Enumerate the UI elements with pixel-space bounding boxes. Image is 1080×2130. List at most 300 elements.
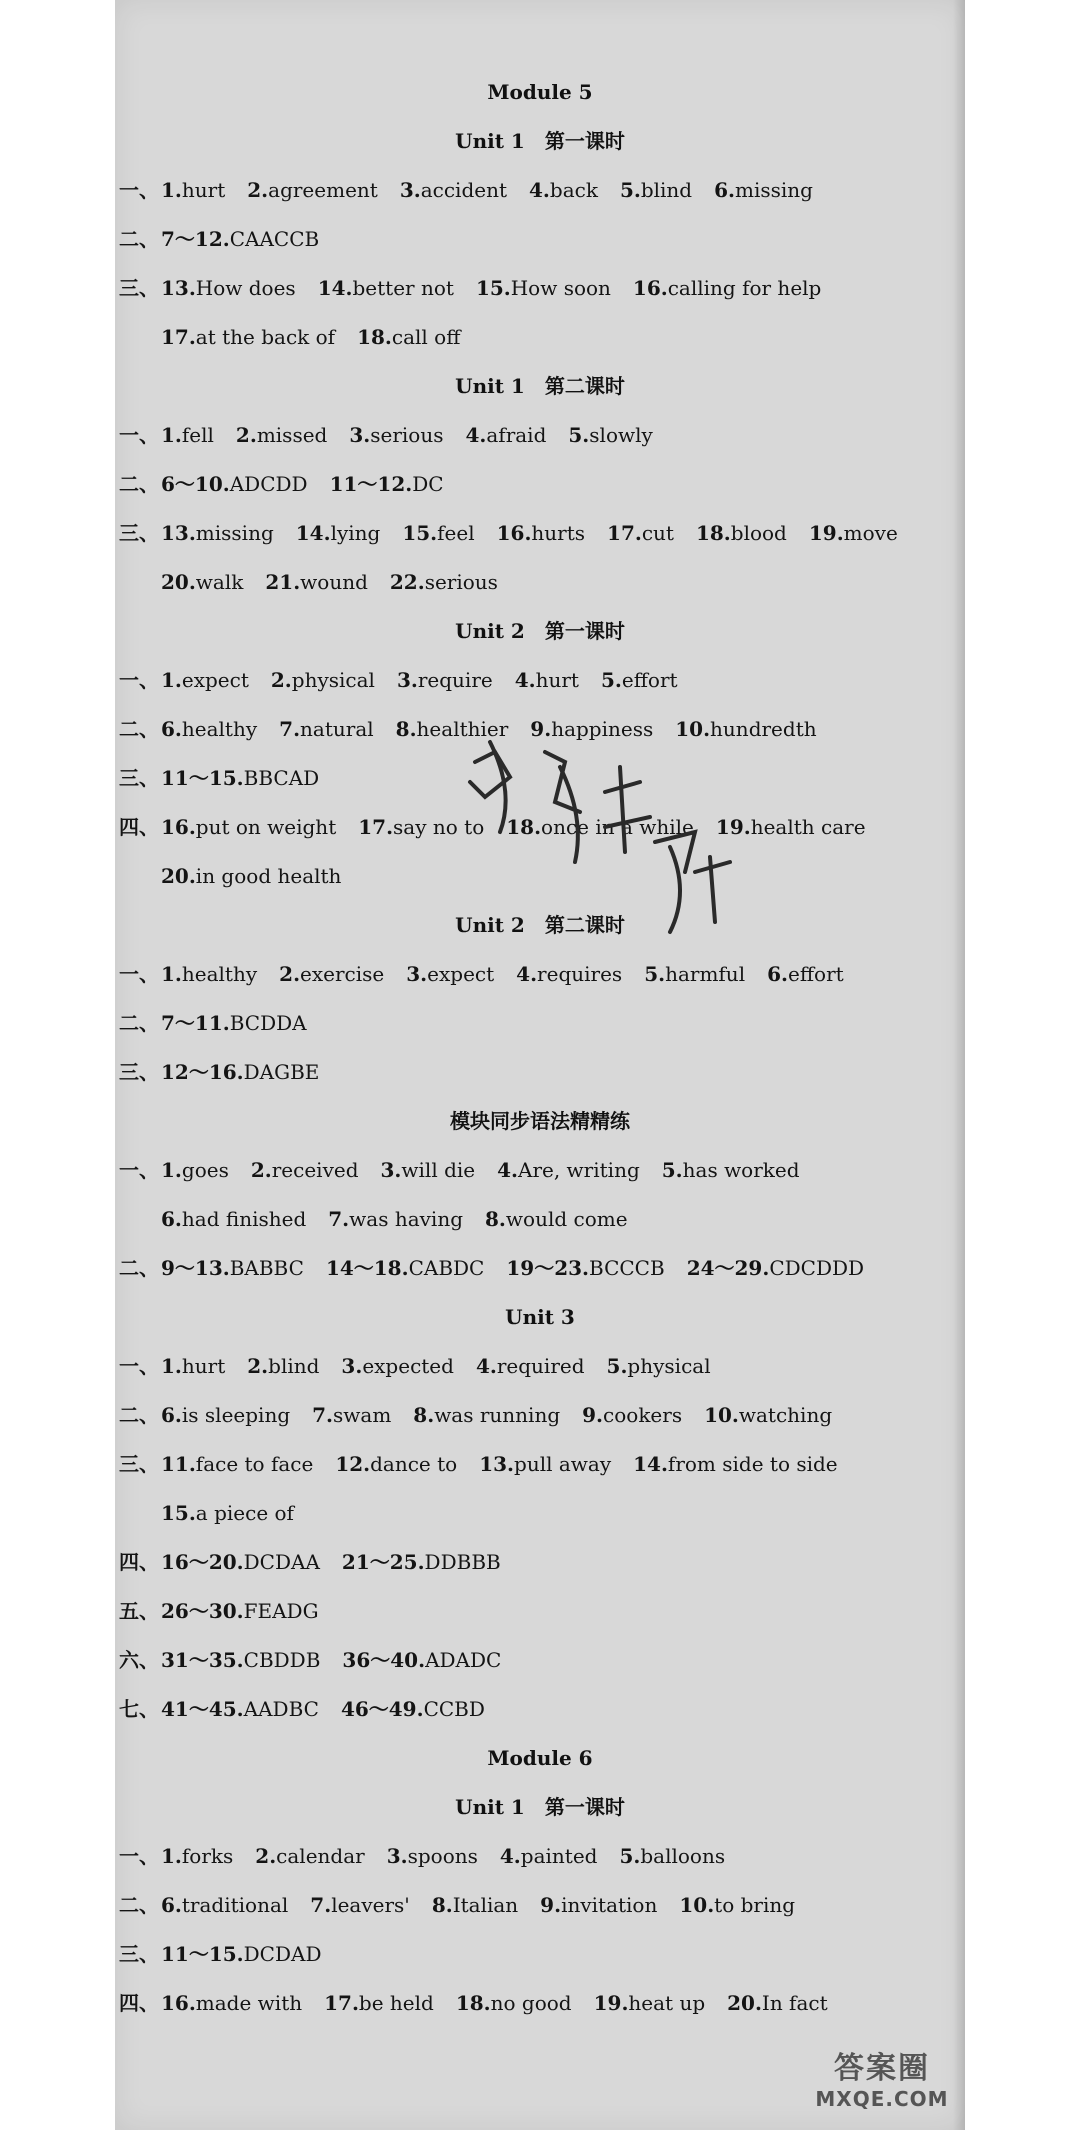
answer-text: will die [401,1158,476,1182]
answer-line [115,509,965,558]
question-number: 20. [161,570,196,594]
question-number: 11～15. [161,1942,244,1966]
question-number: 11～12. [329,472,413,496]
answer-item [161,717,257,741]
question-number: 16. [496,521,532,545]
question-number: 2. [235,423,257,447]
answer-item [714,178,813,202]
question-number: 8. [395,717,417,741]
question-number: 2. [279,962,301,986]
answer-item [161,1550,320,1574]
answer-text: has worked [682,1158,800,1182]
answer-item [809,521,898,545]
answer-text: harmful [665,962,746,986]
answer-text: painted [520,1844,598,1868]
question-number: 13. [479,1452,515,1476]
question-number: 5. [661,1158,683,1182]
answer-item [342,1648,501,1672]
section-marker: 二、 [119,1256,159,1280]
answer-text: watching [738,1403,833,1427]
section-marker: 三、 [119,1060,159,1084]
answer-item [161,1893,288,1917]
answer-text: require [417,668,493,692]
answer-item [727,1991,828,2015]
question-number: 19. [715,815,751,839]
question-number: 3. [399,178,421,202]
section-marker: 五、 [119,1599,159,1623]
answer-item [387,1844,478,1868]
question-number: 4. [529,178,550,202]
section-heading: Module 5 [487,80,593,104]
answer-text: at the back of [195,325,336,349]
question-number: 4. [499,1844,521,1868]
question-number: 4. [516,962,538,986]
question-number: 5. [568,423,590,447]
answer-text: spoons [407,1844,478,1868]
question-number: 1. [161,1844,182,1868]
question-number: 20. [727,1991,762,2015]
answer-item [540,1893,657,1917]
answer-text: BBCAD [243,766,320,790]
answer-line [115,411,965,460]
answer-text: CABDC [408,1256,485,1280]
answer-item [326,1256,484,1280]
answer-item [516,962,622,986]
answer-line [115,1538,965,1587]
answer-text: healthy [181,962,258,986]
answer-text: BABBC [229,1256,304,1280]
answer-text: FEADG [243,1599,319,1623]
question-number: 16～20. [161,1550,244,1574]
answer-item [396,717,509,741]
section-marker: 一、 [119,423,159,447]
section-marker: 三、 [119,766,159,790]
answer-item [500,1844,598,1868]
question-number: 46～49. [340,1697,424,1721]
answer-text: healthy [181,717,258,741]
answer-text: walk [195,570,244,594]
answer-item [497,521,585,545]
answer-item [161,1060,319,1084]
answer-item [236,423,327,447]
answer-item [341,1354,454,1378]
answer-item [161,1158,229,1182]
question-number: 17. [607,521,642,545]
question-number: 4. [497,1158,518,1182]
question-number: 12. [335,1452,371,1476]
question-number: 7～12. [161,227,230,251]
question-number: 8. [485,1207,506,1231]
answer-item [161,1942,322,1966]
answer-text: say no to [393,815,485,839]
answer-item [251,1158,359,1182]
answer-item [161,1256,304,1280]
answer-sheet [115,0,965,2130]
answer-item [767,962,844,986]
answer-line [115,754,965,803]
answer-text: fell [181,423,214,447]
answer-text: face to face [195,1452,314,1476]
answer-text: made with [195,1991,303,2015]
section-marker: 二、 [119,1893,159,1917]
question-number: 1. [161,962,182,986]
question-number: 1. [161,1354,182,1378]
answer-text: CCBD [423,1697,485,1721]
answer-text: DDBBB [424,1550,501,1574]
answer-item [506,1256,664,1280]
answer-text: to bring [714,1893,796,1917]
answer-line [115,1195,965,1244]
question-number: 16. [161,1991,196,2015]
answer-item [633,276,821,300]
answer-item [704,1403,832,1427]
answer-text: DCDAD [243,1942,322,1966]
answer-text: blind [640,178,693,202]
answer-text: wound [300,570,368,594]
answer-text: once in a while [541,815,694,839]
answer-text: slowly [589,423,653,447]
answer-item [381,1158,476,1182]
answer-text: natural [300,717,374,741]
section-heading: Unit 1 第二课时 [455,374,625,398]
question-number: 9. [582,1403,604,1427]
answer-text: BCCCB [589,1256,665,1280]
answer-item [594,1991,706,2015]
answer-item [601,668,678,692]
answer-item [247,1354,319,1378]
question-number: 18. [455,1991,491,2015]
section-marker: 二、 [119,717,159,741]
question-number: 6. [161,1893,182,1917]
answer-text: hurt [181,1354,226,1378]
answer-text: back [549,178,598,202]
answer-text: ADCDD [229,472,308,496]
section-heading: Unit 1 第一课时 [455,1795,625,1819]
answer-text: dance to [370,1452,458,1476]
answer-item [161,570,243,594]
question-number: 17. [358,815,394,839]
question-number: 11. [161,1452,196,1476]
question-number: 11～15. [161,766,244,790]
watermark-logo [807,2032,957,2122]
section-marker: 三、 [119,521,159,545]
answer-item [497,1158,640,1182]
answer-text: calling for help [667,276,822,300]
question-number: 9. [540,1893,562,1917]
answer-item [479,1452,611,1476]
answer-item [515,668,579,692]
question-number: 20. [161,864,196,888]
answer-item [312,1403,391,1427]
answer-item [161,864,341,888]
answer-item [161,1452,313,1476]
question-number: 10. [679,1893,715,1917]
answer-text: DCDAA [243,1550,320,1574]
answer-text: cookers [603,1403,683,1427]
answer-item [161,766,319,790]
answer-text: serious [424,570,498,594]
answer-line [115,1979,965,2028]
question-number: 16. [161,815,196,839]
answer-item [397,668,493,692]
answer-line [115,705,965,754]
answer-item [161,423,214,447]
question-number: 19. [593,1991,629,2015]
answer-item [607,1354,711,1378]
section-marker: 二、 [119,1011,159,1035]
section-marker: 二、 [119,227,159,251]
answer-text: better not [352,276,454,300]
question-number: 7～11. [161,1011,230,1035]
answer-text: physical [291,668,375,692]
answer-text: How soon [510,276,611,300]
answer-line [115,1440,965,1489]
answer-line [115,558,965,607]
answer-text: DAGBE [243,1060,320,1084]
answer-text: put on weight [195,815,337,839]
answer-item [265,570,368,594]
answer-text: in good health [195,864,342,888]
answer-item [161,276,296,300]
answer-item [161,178,225,202]
section-marker: 一、 [119,962,159,986]
answer-text: call off [391,325,461,349]
question-number: 14. [295,521,331,545]
section-marker: 四、 [119,815,159,839]
watermark-url: MXQE.COM [815,2087,949,2111]
answer-text: invitation [561,1893,658,1917]
question-number: 4. [465,423,487,447]
answer-item [568,423,652,447]
question-number: 6. [767,962,788,986]
answer-item [406,962,494,986]
section-marker: 三、 [119,1942,159,1966]
answer-item [679,1893,795,1917]
question-number: 14. [633,1452,668,1476]
answer-text: missed [256,423,328,447]
answer-item [279,717,374,741]
question-number: 2. [247,1354,269,1378]
answer-content [115,68,965,2028]
answer-text: blood [730,521,787,545]
answer-item [529,178,598,202]
answer-item [619,1844,725,1868]
section-marker: 一、 [119,1158,159,1182]
question-number: 3. [386,1844,408,1868]
question-number: 5. [600,668,622,692]
answer-text: afraid [486,423,547,447]
answer-item [161,1354,225,1378]
answer-line [115,1048,965,1097]
section-marker: 一、 [119,668,159,692]
answer-line [115,1930,965,1979]
section-heading: Unit 3 [505,1305,575,1329]
answer-item [161,472,308,496]
question-number: 1. [161,423,182,447]
answer-text: blind [268,1354,320,1378]
answer-item [342,1550,501,1574]
answer-line [115,656,965,705]
question-number: 13. [161,521,196,545]
watermark-top: 答案圈 [834,2051,930,2086]
answer-item [161,815,336,839]
answer-item [161,1648,320,1672]
answer-item [716,815,866,839]
question-number: 13. [161,276,196,300]
answer-text: no good [490,1991,572,2015]
section-heading: 模块同步语法精精练 [450,1109,630,1133]
answer-text: healthier [416,717,509,741]
answer-text: traditional [181,1893,289,1917]
answer-item [161,668,249,692]
answer-text: missing [735,178,813,202]
answer-item [390,570,498,594]
section-heading: Unit 2 第二课时 [455,913,625,937]
question-number: 31～35. [161,1648,244,1672]
answer-item [485,1207,628,1231]
section-marker: 七、 [119,1697,159,1721]
question-number: 1. [161,1158,182,1182]
answer-line [115,264,965,313]
answer-line [115,460,965,509]
answer-text: move [843,521,898,545]
question-number: 18. [506,815,542,839]
question-number: 15. [161,1501,196,1525]
question-number: 18. [695,521,731,545]
question-number: 18. [357,325,392,349]
answer-text: hurts [531,521,586,545]
question-number: 5. [619,178,641,202]
answer-item [161,1501,294,1525]
answer-item [335,1452,457,1476]
answer-text: forks [181,1844,234,1868]
section-marker: 一、 [119,1354,159,1378]
answer-item [465,423,546,447]
answer-text: serious [370,423,444,447]
question-number: 7. [279,717,301,741]
section-marker: 六、 [119,1648,159,1672]
section-marker: 三、 [119,276,159,300]
answer-item [696,521,787,545]
answer-item [161,1207,306,1231]
answer-item [161,521,274,545]
question-number: 17. [161,325,196,349]
answer-item [456,1991,572,2015]
question-number: 2. [270,668,292,692]
answer-text: cut [641,521,674,545]
answer-item [161,962,257,986]
question-number: 14～18. [325,1256,409,1280]
section-heading: Module 6 [487,1746,593,1770]
question-number: 4. [514,668,536,692]
question-number: 6～10. [161,472,230,496]
question-number: 4. [475,1354,497,1378]
question-number: 14. [317,276,353,300]
section-marker: 二、 [119,1403,159,1427]
answer-item [582,1403,682,1427]
answer-text: swam [333,1403,392,1427]
answer-text: would come [505,1207,628,1231]
answer-text: lying [330,521,381,545]
answer-item [675,717,816,741]
answer-text: was running [434,1403,561,1427]
answer-item [476,276,611,300]
answer-text: be held [358,1991,434,2015]
question-number: 2. [247,178,269,202]
question-number: 26～30. [161,1599,244,1623]
question-number: 19. [808,521,844,545]
question-number: 6. [161,717,182,741]
answer-line [115,313,965,362]
answer-text: hurt [181,178,226,202]
question-number: 22. [389,570,425,594]
question-number: 5. [619,1844,641,1868]
question-number: 5. [644,962,666,986]
answer-item [296,521,381,545]
answer-item [662,1158,800,1182]
answer-text: is sleeping [181,1403,291,1427]
answer-text: balloons [640,1844,726,1868]
answer-item [161,227,319,251]
question-number: 17. [324,1991,359,2015]
answer-text: pull away [514,1452,612,1476]
question-number: 7. [312,1403,334,1427]
question-number: 21～25. [341,1550,425,1574]
section-marker: 三、 [119,1452,159,1476]
answer-text: DC [412,472,444,496]
answer-text: hundredth [710,717,817,741]
answer-item [279,962,384,986]
answer-item [255,1844,364,1868]
answer-item [633,1452,838,1476]
question-number: 6. [161,1207,182,1231]
section-heading: Unit 1 第一课时 [455,129,625,153]
answer-text: feel [437,521,475,545]
answer-line [115,1832,965,1881]
answer-line [115,999,965,1048]
answer-text: hurt [535,668,579,692]
answer-text: from side to side [667,1452,838,1476]
section-marker: 一、 [119,178,159,202]
answer-text: a piece of [195,1501,294,1525]
question-number: 3. [380,1158,402,1182]
answer-line [115,950,965,999]
answer-text: had finished [181,1207,307,1231]
answer-item [413,1403,560,1427]
answer-text: heat up [628,1991,706,2015]
question-number: 3. [341,1354,363,1378]
answer-line [115,803,965,852]
answer-item [161,1991,302,2015]
question-number: 41～45. [161,1697,244,1721]
section-marker: 四、 [119,1550,159,1574]
question-number: 10. [675,717,711,741]
question-number: 3. [349,423,371,447]
answer-text: was having [349,1207,464,1231]
answer-item [161,1011,307,1035]
answer-text: exercise [300,962,385,986]
answer-text: CAACCB [229,227,320,251]
answer-text: happiness [551,717,654,741]
answer-text: required [496,1354,585,1378]
answer-item [161,1599,319,1623]
answer-item [687,1256,864,1280]
question-number: 12～16. [161,1060,244,1084]
question-number: 19～23. [506,1256,589,1280]
answer-text: effort [787,962,844,986]
answer-text: AADBC [243,1697,319,1721]
answer-text: expect [181,668,249,692]
